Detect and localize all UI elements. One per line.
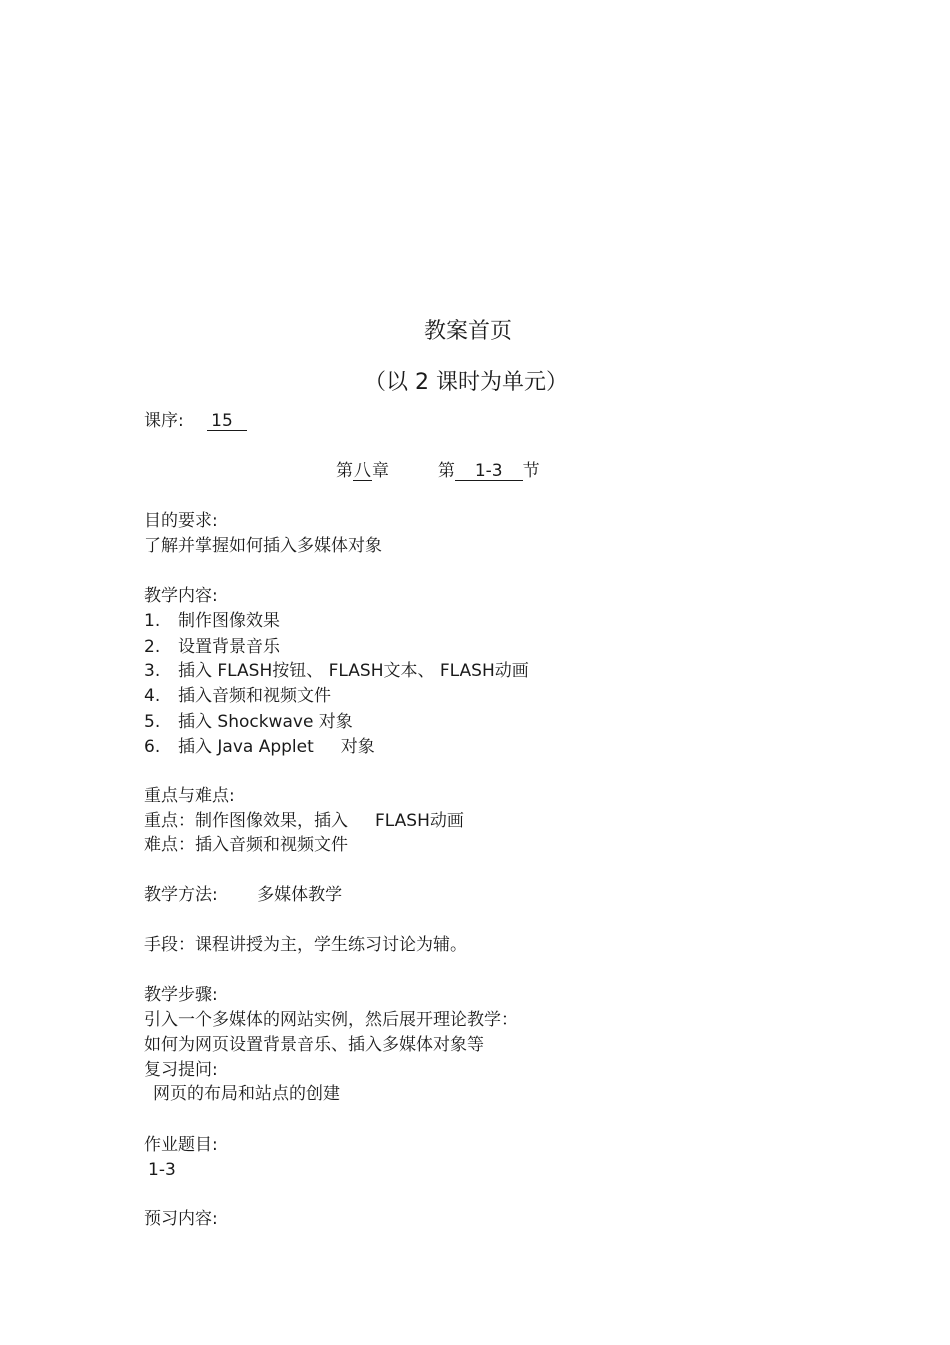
list-item-number: 1.	[144, 611, 161, 631]
chapter-number: 八	[354, 461, 371, 481]
chapter-prefix: 第	[336, 461, 353, 481]
list-item-text: 插入音频和视频文件	[178, 686, 331, 706]
list-item-text: 设置背景音乐	[178, 637, 280, 657]
list-item-number: 3.	[144, 661, 161, 681]
objectives-label: 目的要求:	[144, 511, 218, 531]
key-points-label: 重点与难点:	[144, 786, 235, 806]
list-item	[144, 636, 280, 658]
review-label: 复习提问:	[144, 1060, 218, 1080]
method-value: 多媒体教学	[257, 885, 343, 905]
course-order-label: 课序:	[144, 411, 184, 431]
method-label: 教学方法:	[144, 885, 218, 905]
key-point-text: 重点：制作图像效果，插入 FLASH动画	[144, 811, 464, 831]
page-subtitle: （以 2 课时为单元）	[364, 370, 568, 395]
steps-line-1: 引入一个多媒体的网站实例，然后展开理论教学：	[144, 1010, 518, 1030]
list-item-text: 制作图像效果	[178, 611, 280, 631]
list-item-number: 6.	[144, 737, 161, 757]
content-label: 教学内容:	[144, 586, 218, 606]
list-item	[144, 736, 375, 758]
means-text: 手段：课程讲授为主，学生练习讨论为辅。	[144, 935, 467, 955]
list-item-number: 4.	[144, 686, 161, 706]
list-item	[144, 685, 331, 707]
list-item	[144, 660, 529, 682]
section-number: 1-3	[455, 462, 523, 481]
steps-line-2: 如何为网页设置背景音乐、插入多媒体对象等	[144, 1035, 484, 1055]
course-order-value: 15	[207, 412, 247, 431]
course-order-row	[144, 410, 247, 432]
page-title: 教案首页	[424, 319, 513, 344]
review-text: 网页的布局和站点的创建	[153, 1084, 340, 1104]
list-item	[144, 711, 353, 733]
homework-label: 作业题目:	[144, 1135, 218, 1155]
section-prefix: 第	[437, 461, 455, 481]
list-item-text: 插入 FLASH按钮、 FLASH文本、 FLASH动画	[178, 661, 529, 681]
preview-label: 预习内容:	[144, 1209, 218, 1229]
list-item-text: 插入 Java Applet 对象	[178, 737, 375, 757]
difficulty-text: 难点：插入音频和视频文件	[144, 835, 348, 855]
list-item-number: 5.	[144, 712, 161, 732]
objectives-text: 了解并掌握如何插入多媒体对象	[144, 536, 382, 556]
list-item-number: 2.	[144, 637, 161, 657]
section-suffix: 节	[522, 461, 540, 481]
steps-label: 教学步骤:	[144, 985, 218, 1005]
method-row	[144, 884, 342, 906]
chapter-section-row	[336, 460, 540, 482]
homework-value: 1-3	[148, 1160, 176, 1180]
list-item-text: 插入 Shockwave 对象	[178, 712, 353, 732]
list-item	[144, 610, 280, 632]
chapter-suffix: 章	[372, 461, 389, 481]
